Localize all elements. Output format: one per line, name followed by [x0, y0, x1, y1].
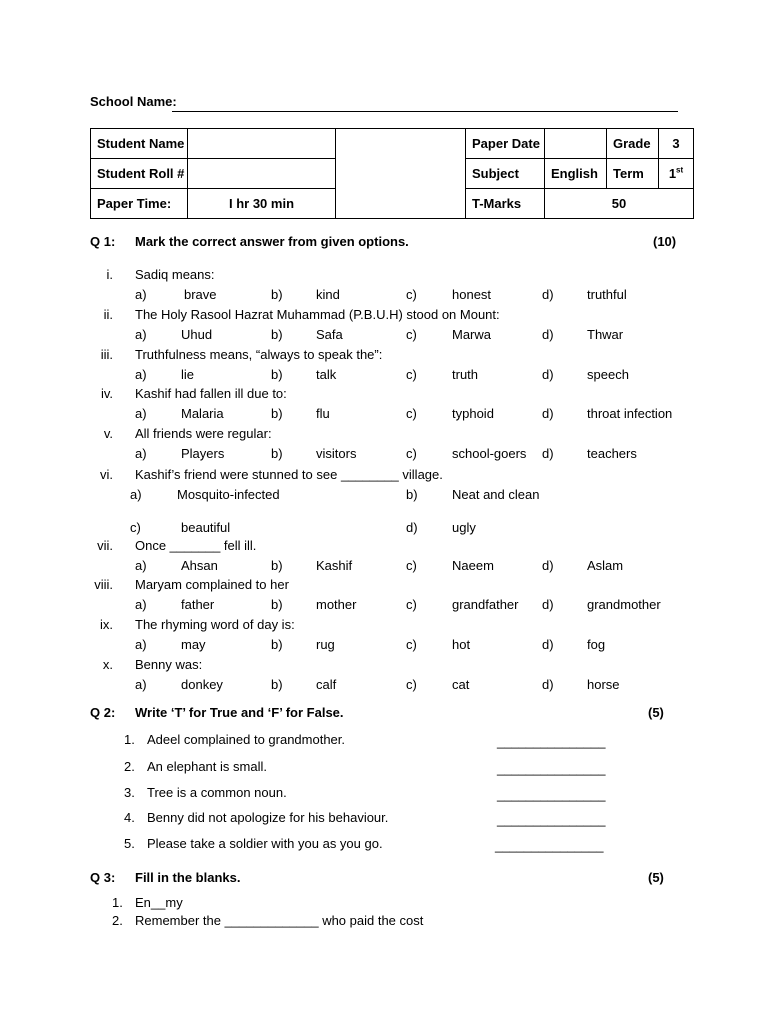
paper-time-label: Paper Time: — [91, 189, 188, 219]
student-name-field[interactable] — [188, 129, 336, 159]
question-number: x. — [102, 657, 113, 672]
option-b: mother — [316, 597, 357, 612]
option-d: Aslam — [587, 558, 624, 573]
option-b: calf — [316, 677, 337, 692]
option-b: rug — [316, 637, 335, 652]
option-a: Players — [181, 446, 225, 461]
option-c: Naeem — [452, 558, 494, 573]
answer-blank[interactable]: _______________ — [497, 761, 606, 776]
option-a: Mosquito-infected — [177, 487, 280, 502]
question-number: vi. — [100, 467, 113, 482]
letter-d: d) — [542, 287, 554, 302]
option-a: lie — [181, 367, 195, 382]
letter-c: c) — [406, 597, 417, 612]
option-b: visitors — [316, 446, 357, 461]
letter-c: c) — [406, 446, 417, 461]
letter-d: d) — [542, 367, 554, 382]
q3-marks: (5) — [648, 870, 664, 885]
option-c: honest — [452, 287, 492, 302]
student-info-table — [90, 128, 694, 219]
tmarks-value: 50 — [545, 189, 694, 219]
statement-text: Please take a soldier with you as you go. — [147, 836, 383, 851]
letter-a: a) — [135, 406, 147, 421]
question-text: Sadiq means: — [135, 267, 215, 282]
q1-number: Q 1: — [90, 234, 116, 249]
option-c: Marwa — [452, 327, 492, 342]
letter-c: c) — [406, 406, 417, 421]
option-b: Kashif — [316, 558, 353, 573]
option-d: Thwar — [587, 327, 624, 342]
letter-d: d) — [406, 520, 418, 535]
question-number: iii. — [100, 347, 113, 362]
letter-b: b) — [271, 558, 283, 573]
q1-title: Mark the correct answer from given options. — [135, 234, 409, 249]
letter-b: b) — [406, 487, 418, 502]
option-d: truthful — [587, 287, 627, 302]
grade-label: Grade — [607, 129, 659, 159]
question-number: i. — [106, 267, 113, 282]
q1-marks: (10) — [653, 234, 677, 249]
subject-label: Subject — [466, 159, 545, 189]
letter-a: a) — [135, 367, 147, 382]
question-text: Kashif had fallen ill due to: — [135, 386, 287, 401]
letter-b: b) — [271, 597, 283, 612]
letter-d: d) — [542, 677, 554, 692]
statement-number: 2. — [124, 759, 135, 774]
option-b: Safa — [316, 327, 343, 342]
option-c: typhoid — [452, 406, 494, 421]
letter-c: c) — [406, 327, 417, 342]
paper-time-value: I hr 30 min — [188, 189, 336, 219]
student-roll-field[interactable] — [188, 159, 336, 189]
statement-text: An elephant is small. — [147, 759, 267, 774]
question-text: The Holy Rasool Hazrat Muhammad (P.B.U.H) stood on Mount: — [135, 307, 500, 322]
letter-a: a) — [135, 677, 147, 692]
option-a: father — [181, 597, 215, 612]
statement-text: Tree is a common noun. — [147, 785, 287, 800]
option-d: teachers — [587, 446, 637, 461]
answer-blank[interactable]: _______________ — [497, 734, 606, 749]
option-a: may — [181, 637, 206, 652]
letter-c: c) — [406, 677, 417, 692]
statement-number: 1. — [124, 732, 135, 747]
letter-c: c) — [130, 520, 141, 535]
letter-a: a) — [135, 637, 147, 652]
option-d: horse — [587, 677, 620, 692]
option-b: kind — [316, 287, 340, 302]
q2-number: Q 2: — [90, 705, 116, 720]
blank-text: Remember the _____________ who paid the cost — [135, 913, 424, 928]
question-number: ix. — [100, 617, 113, 632]
option-c: hot — [452, 637, 471, 652]
letter-d: d) — [542, 446, 554, 461]
answer-blank[interactable]: _______________ — [495, 838, 604, 853]
letter-c: c) — [406, 558, 417, 573]
blank-number: 2. — [112, 913, 123, 928]
option-c: school-goers — [452, 446, 527, 461]
option-b: talk — [316, 367, 337, 382]
paper-date-field[interactable] — [545, 129, 607, 159]
q2-title: Write ‘T’ for True and ‘F’ for False. — [135, 705, 344, 720]
statement-number: 5. — [124, 836, 135, 851]
answer-blank[interactable]: _______________ — [497, 812, 606, 827]
statement-text: Benny did not apologize for his behaviour. — [147, 810, 389, 825]
option-a: Malaria — [181, 406, 224, 421]
q2-marks: (5) — [648, 705, 664, 720]
paper-date-label: Paper Date — [466, 129, 545, 159]
school-name-field[interactable] — [172, 111, 678, 112]
question-number: vii. — [97, 538, 113, 553]
blank-number: 1. — [112, 895, 123, 910]
option-c: grandfather — [452, 597, 519, 612]
school-name-label: School Name: — [90, 94, 177, 109]
letter-b: b) — [271, 446, 283, 461]
option-c: truth — [452, 367, 479, 382]
letter-b: b) — [271, 287, 283, 302]
statement-number: 3. — [124, 785, 135, 800]
letter-b: b) — [271, 677, 283, 692]
question-text: Benny was: — [135, 657, 203, 672]
option-c: beautiful — [181, 520, 231, 535]
option-a: Uhud — [181, 327, 213, 342]
letter-a: a) — [135, 597, 147, 612]
question-number: ii. — [103, 307, 113, 322]
letter-b: b) — [271, 327, 283, 342]
option-a: Ahsan — [181, 558, 218, 573]
grade-value: 3 — [659, 129, 694, 159]
letter-a: a) — [130, 487, 142, 502]
student-name-label: Student Name — [91, 129, 188, 159]
letter-b: b) — [271, 367, 283, 382]
statement-number: 4. — [124, 810, 135, 825]
option-d: grandmother — [587, 597, 661, 612]
question-number: v. — [103, 426, 113, 441]
letter-d: d) — [542, 558, 554, 573]
letter-b: b) — [271, 637, 283, 652]
question-text: Truthfulness means, “always to speak the”: — [135, 347, 383, 362]
option-a: donkey — [181, 677, 223, 692]
statement-text: Adeel complained to grandmother. — [147, 732, 346, 747]
subject-value: English — [545, 159, 607, 189]
tmarks-label: T-Marks — [466, 189, 545, 219]
letter-a: a) — [135, 327, 147, 342]
question-number: viii. — [94, 577, 113, 592]
letter-a: a) — [135, 558, 147, 573]
question-text: The rhyming word of day is: — [135, 617, 295, 632]
letter-d: d) — [542, 597, 554, 612]
option-d: throat infection — [587, 406, 673, 421]
letter-c: c) — [406, 637, 417, 652]
option-a: brave — [184, 287, 217, 302]
option-d: ugly — [452, 520, 476, 535]
letter-d: d) — [542, 327, 554, 342]
term-label: Term — [607, 159, 659, 189]
option-b: Neat and clean — [452, 487, 540, 502]
q3-number: Q 3: — [90, 870, 116, 885]
question-text: All friends were regular: — [135, 426, 272, 441]
letter-a: a) — [135, 287, 147, 302]
blank-text: En__my — [135, 895, 183, 910]
option-d: fog — [587, 637, 606, 652]
question-text: Once _______ fell ill. — [135, 538, 257, 553]
q3-title: Fill in the blanks. — [135, 870, 241, 885]
term-value: 1st — [659, 159, 694, 189]
question-text: Maryam complained to her — [135, 577, 289, 592]
option-c: cat — [452, 677, 470, 692]
option-d: speech — [587, 367, 629, 382]
student-roll-label: Student Roll # — [91, 159, 188, 189]
letter-d: d) — [542, 637, 554, 652]
letter-c: c) — [406, 287, 417, 302]
question-number: iv. — [100, 386, 113, 401]
letter-c: c) — [406, 367, 417, 382]
letter-a: a) — [135, 446, 147, 461]
blank-center-cell — [336, 129, 466, 219]
option-b: flu — [316, 406, 330, 421]
question-text: Kashif’s friend were stunned to see ________ village. — [135, 467, 443, 482]
answer-blank[interactable]: _______________ — [497, 787, 606, 802]
letter-b: b) — [271, 406, 283, 421]
letter-d: d) — [542, 406, 554, 421]
